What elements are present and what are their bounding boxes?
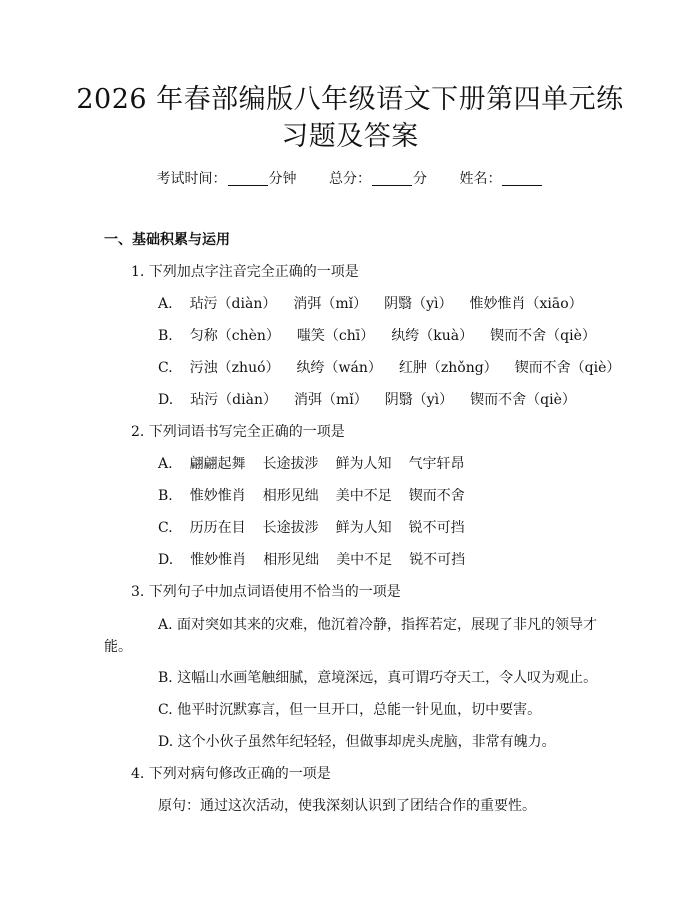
student-name-blank (502, 171, 542, 186)
option-item: 气宇轩昂 (408, 456, 465, 472)
option-item: 阴翳（yì） (384, 296, 453, 312)
exam-time-blank (228, 171, 268, 186)
option-item: 锐不可挡 (409, 552, 466, 568)
question-3-option-b: B. 这幅山水画笔触细腻，意境深远，真可谓巧夺天工，令人叹为观止。 (158, 670, 598, 686)
question-1-option-d (158, 390, 576, 410)
question-2-option-b (158, 486, 465, 506)
option-item: 惟妙惟肖（xiāo） (469, 296, 583, 312)
option-item: 消弭（mǐ） (294, 392, 368, 408)
exam-time (157, 168, 297, 188)
option-item: 锲而不舍（qiè） (514, 360, 621, 376)
question-2-option-c (158, 518, 465, 538)
option-item: 锲而不舍 (408, 488, 465, 504)
option-item: 消弭（mǐ） (293, 296, 368, 312)
total-score (329, 168, 427, 188)
exam-info (0, 168, 700, 188)
option-item: 匀称（chèn） (189, 328, 280, 344)
option-item: 惟妙惟肖 (190, 552, 247, 568)
student-name (459, 168, 543, 188)
option-letter: A. (158, 456, 173, 472)
question-4-stem: 4. 下列对病句修改正确的一项是 (131, 766, 331, 782)
option-letter: C. (158, 520, 173, 536)
section-heading: 一、基础积累与运用 (104, 232, 230, 248)
option-item: 锲而不舍（qiè） (470, 392, 576, 408)
option-item: 翩翩起舞 (189, 456, 246, 472)
option-item: 美中不足 (335, 488, 392, 504)
option-item: 红肿（zhǒng） (398, 360, 498, 376)
option-item: 美中不足 (336, 552, 393, 568)
option-item: 惟妙惟肖 (189, 488, 246, 504)
option-letter: C. (158, 360, 173, 376)
option-item: 相形见绌 (263, 552, 320, 568)
option-item: 玷污（diàn） (190, 392, 277, 408)
question-1-option-c (158, 358, 620, 378)
student-name-label: 姓名： (459, 171, 502, 187)
option-item: 相形见绌 (262, 488, 319, 504)
option-item: 玷污（diàn） (189, 296, 277, 312)
question-2-option-d (158, 550, 465, 570)
question-3-option-d: D. 这个小伙子虽然年纪轻轻，但做事却虎头虎脑，非常有魄力。 (158, 734, 556, 750)
option-letter: B. (158, 488, 173, 504)
question-2-option-a (158, 454, 465, 474)
total-score-label: 总分： (329, 171, 371, 187)
option-letter: A. (158, 296, 173, 312)
option-letter: B. (158, 328, 173, 344)
option-item: 历历在目 (189, 520, 246, 536)
question-1-stem: 1. 下列加点字注音完全正确的一项是 (131, 264, 359, 280)
option-item: 纨绔（kuà） (391, 328, 474, 344)
option-item: 污浊（zhuó） (189, 360, 280, 376)
total-score-unit: 分 (413, 171, 427, 187)
option-letter: D. (158, 552, 174, 568)
question-2-stem: 2. 下列词语书写完全正确的一项是 (131, 424, 345, 440)
option-item: 鲜为人知 (335, 456, 392, 472)
document-title-line-1: 2026 年春部编版八年级语文下册第四单元练 (76, 84, 624, 115)
exam-time-unit: 分钟 (268, 171, 297, 187)
option-item: 阴翳（yì） (384, 392, 454, 408)
question-1-option-a (158, 294, 583, 314)
question-3-option-a: A. 面对突如其来的灾难，他沉着冷静，指挥若定，展现了非凡的领导才能。 (104, 617, 598, 655)
question-1-option-b (158, 326, 596, 346)
total-score-blank (372, 171, 412, 186)
option-letter: D. (158, 392, 174, 408)
option-item: 鲜为人知 (335, 520, 392, 536)
option-item: 长途拔涉 (262, 520, 319, 536)
question-3-option-c: C. 他平时沉默寡言，但一旦开口，总能一针见血，切中要害。 (158, 702, 542, 718)
question-4-original-sentence: 原句：通过这次活动，使我深刻认识到了团结合作的重要性。 (158, 798, 536, 814)
document-title-line-2: 习题及答案 (281, 121, 419, 152)
option-item: 嗤笑（chī） (296, 328, 375, 344)
option-item: 锐不可挡 (408, 520, 465, 536)
exam-time-label: 考试时间： (156, 171, 227, 187)
question-3-stem: 3. 下列句子中加点词语使用不恰当的一项是 (131, 584, 401, 600)
option-item: 锲而不舍（qiè） (490, 328, 596, 344)
option-item: 纨绔（wán） (296, 360, 382, 376)
option-item: 长途拔涉 (262, 456, 319, 472)
